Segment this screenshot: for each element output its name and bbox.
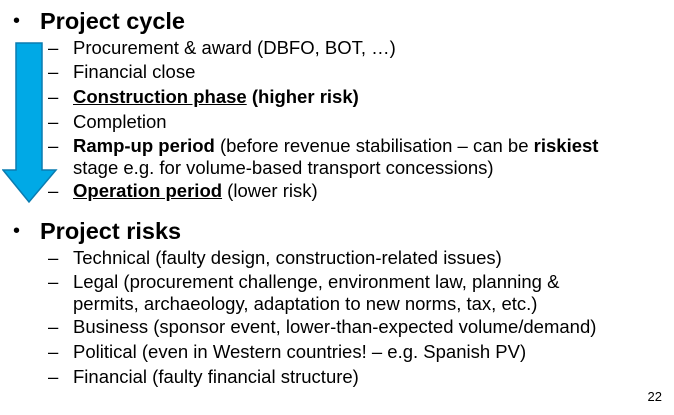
- list-item: [48, 180, 318, 202]
- list-item: [48, 247, 502, 269]
- list-item-text: Financial (faulty financial structure): [73, 366, 359, 387]
- bullet-dot-icon: •: [13, 10, 21, 32]
- list-item-text: Financial close: [73, 61, 196, 82]
- list-item: [48, 111, 167, 133]
- list-item: [48, 341, 527, 363]
- dash-bullet-icon: –: [48, 180, 59, 201]
- list-item-continuation: [73, 157, 494, 179]
- list-item: [48, 271, 560, 293]
- list-item: [48, 37, 396, 59]
- list-item-continuation: [73, 293, 537, 315]
- list-item-text: Procurement & award (DBFO, BOT, …): [73, 37, 396, 58]
- section-project-cycle-heading: [13, 8, 186, 34]
- dash-bullet-icon: –: [48, 247, 59, 268]
- list-item: [48, 135, 599, 157]
- list-item: [48, 86, 359, 108]
- list-item-emphasis: Operation period: [73, 180, 223, 201]
- list-item-text: Technical (faulty design, construction-related issues): [73, 247, 502, 268]
- dash-bullet-icon: –: [48, 135, 59, 156]
- dash-bullet-icon: –: [48, 316, 59, 337]
- list-item-text: Legal (procurement challenge, environment law, planning &: [73, 271, 560, 292]
- section-project-risks-heading: [13, 218, 182, 244]
- page-number: 22: [647, 389, 662, 404]
- list-item-text: permits, archaeology, adaptation to new norms, tax, etc.): [73, 293, 538, 314]
- section-title: Project cycle: [40, 8, 186, 34]
- list-item-text: (lower risk): [222, 180, 318, 201]
- bullet-dot-icon: •: [13, 220, 21, 242]
- list-item: [48, 316, 597, 338]
- list-item: [48, 366, 359, 388]
- dash-bullet-icon: –: [48, 37, 59, 58]
- list-item-text: Political (even in Western countries! – e.g. Spanish PV): [73, 341, 527, 362]
- dash-bullet-icon: –: [48, 271, 59, 292]
- list-item-text: (before revenue stabilisation – can be: [214, 135, 534, 156]
- list-item-text: (higher risk): [246, 86, 359, 107]
- list-item: [48, 61, 196, 83]
- list-item-text: Completion: [73, 111, 167, 132]
- dash-bullet-icon: –: [48, 366, 59, 387]
- list-item-text: stage e.g. for volume-based transport concessions): [73, 157, 494, 178]
- list-item-emphasis: Ramp-up period: [73, 135, 215, 156]
- dash-bullet-icon: –: [48, 61, 59, 82]
- section-title: Project risks: [40, 218, 182, 244]
- list-item-text: Business (sponsor event, lower-than-expected volume/demand): [73, 316, 597, 337]
- dash-bullet-icon: –: [48, 111, 59, 132]
- list-item-emphasis: Construction phase: [73, 86, 247, 107]
- list-item-emphasis: riskiest: [533, 135, 599, 156]
- dash-bullet-icon: –: [48, 341, 59, 362]
- dash-bullet-icon: –: [48, 86, 59, 107]
